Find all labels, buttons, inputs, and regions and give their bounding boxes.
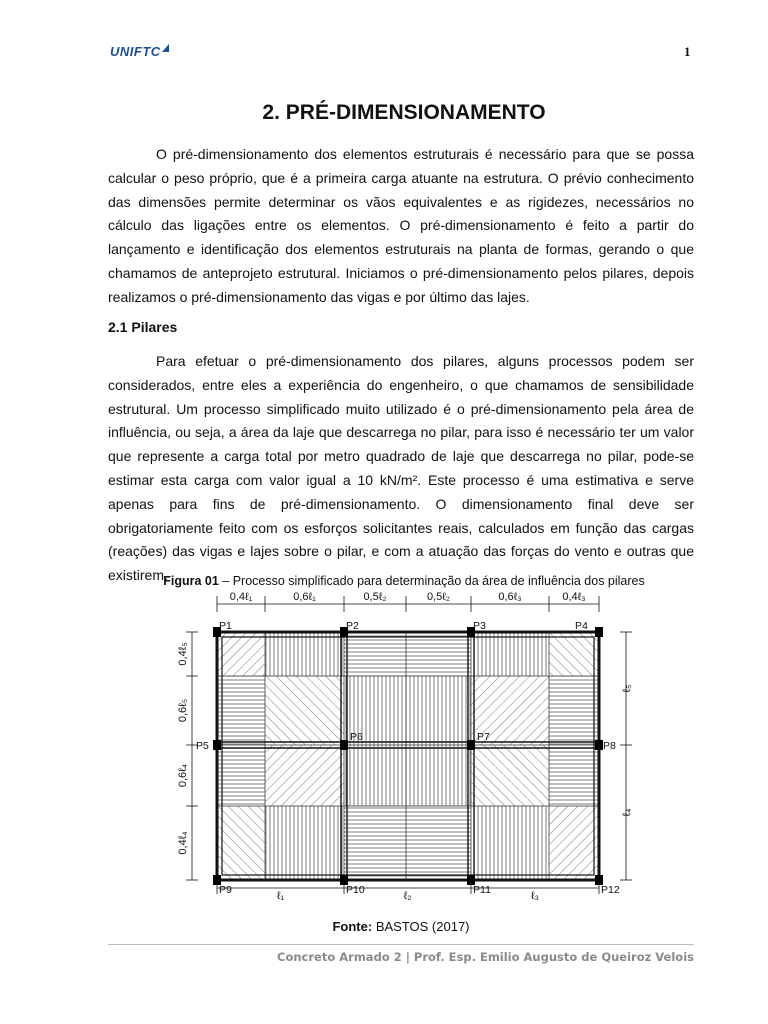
top-dimension-label: 0,4ℓ₁ bbox=[229, 591, 253, 603]
bottom-dimension-label: ℓ₃ bbox=[530, 890, 540, 900]
logo-mark-icon bbox=[162, 44, 169, 52]
influence-cell bbox=[265, 676, 344, 745]
footer-divider bbox=[108, 944, 694, 945]
section-heading: 2.1 Pilares bbox=[108, 319, 178, 335]
influence-cell bbox=[217, 745, 265, 806]
influence-cell bbox=[549, 745, 599, 806]
top-dimension-label: 0,5ℓ₂ bbox=[363, 591, 387, 603]
pillar-marker bbox=[467, 740, 475, 750]
influence-cell bbox=[471, 806, 549, 880]
figure-caption: Figura 01 – Processo simplificado para determinação da área de influência dos pilares bbox=[163, 574, 645, 588]
influence-cell bbox=[471, 745, 549, 806]
influence-cell bbox=[549, 676, 599, 745]
influence-cell bbox=[549, 632, 599, 676]
bottom-dimension-label: ℓ₂ bbox=[403, 890, 412, 900]
influence-cell bbox=[344, 632, 406, 676]
influence-cell bbox=[265, 745, 344, 806]
pillar-label: P2 bbox=[346, 620, 359, 632]
pillar-label: P11 bbox=[473, 884, 491, 896]
influence-cell bbox=[344, 745, 406, 806]
pillar-label: P3 bbox=[473, 620, 486, 632]
right-dimension-label: ℓ₄ bbox=[621, 808, 633, 817]
pillar-marker bbox=[340, 740, 348, 750]
top-dimension-label: 0,6ℓ₃ bbox=[498, 591, 522, 603]
influence-areas bbox=[217, 632, 599, 880]
left-dimension-label: 0,6ℓ₅ bbox=[177, 698, 189, 723]
intro-paragraph: O pré-dimensionamento dos elementos estruturais é necessário para que se possa calcular o peso próprio, que é a primeira carga atuante na estrutura. O prévio conhecimento das dimensões permite determinar os vãos equivalentes e as rigidezes, necessários no cálculo das ligações entre os elementos. O pré-dimensionamento é feito a partir do lançamento e identificação dos elementos estruturais na planta de formas, gerando o que chamamos de anteprojeto estrutural. Iniciamos o pré-dimensionamento pelos pilares, depois realizamos o pré-dimensionamento das vigas e por último das lajes. bbox=[108, 146, 694, 305]
influence-cell bbox=[406, 676, 471, 745]
pillar-label: P4 bbox=[575, 620, 588, 632]
bottom-dimension-label: ℓ₁ bbox=[276, 890, 285, 900]
influence-cell bbox=[549, 806, 599, 880]
pillar-label: P7 bbox=[477, 731, 490, 743]
influence-cell bbox=[406, 745, 471, 806]
page-title: 2. PRÉ-DIMENSIONAMENTO bbox=[262, 101, 546, 124]
figure-diagram bbox=[160, 590, 640, 900]
page-number: 1 bbox=[684, 44, 691, 59]
pillar-label: P6 bbox=[350, 731, 363, 743]
influence-cell bbox=[344, 806, 406, 880]
influence-cell bbox=[406, 806, 471, 880]
top-dimension-label: 0,5ℓ₂ bbox=[426, 591, 451, 603]
pillar-marker bbox=[595, 740, 603, 750]
influence-cell bbox=[217, 806, 265, 880]
pillar-marker bbox=[595, 627, 603, 637]
influence-cell bbox=[265, 806, 344, 880]
left-dimension-label: 0,4ℓ₄ bbox=[177, 831, 189, 855]
left-dimension-label: 0,4ℓ₅ bbox=[177, 642, 189, 666]
figure-source: Fonte: BASTOS (2017) bbox=[332, 919, 470, 934]
logo: UNIFTC bbox=[110, 44, 169, 59]
pillar-marker bbox=[213, 740, 221, 750]
top-dimension-label: 0,6ℓ₁ bbox=[293, 591, 316, 603]
pilares-paragraph: Para efetuar o pré-dimensionamento dos pilares, alguns processos podem ser considerados, entre eles a experiência do engenheiro, o que chamamos de sensibilidade estrutural. Um processo simplificado muito utilizado é o pré-dimensionamento pela área de influência, ou seja, a área da laje que descarrega no pilar, para isso é necessário ter um valor que represente a carga total por metro quadrado de laje que descarrega no pilar, pode-se estimar esta carga com valor igual a 10 kN/m². Este processo é uma estimativa e serve apenas para fins de pré-dimensionamento. O dimensionamento final deve ser obrigatoriamente feito com os esforços solicitantes reais, calculados em função das cargas (reações) das vigas e lajes sobre o pilar, e com a atuação das forças do vento e outras que existirem. bbox=[108, 353, 694, 584]
pillar-label: P12 bbox=[601, 884, 620, 896]
influence-cell bbox=[217, 632, 265, 676]
footer-text: Concreto Armado 2 | Prof. Esp. Emilio Augusto de Queiroz Velois bbox=[277, 950, 694, 964]
pillar-label: P10 bbox=[346, 884, 365, 896]
right-dimension-label: ℓ₅ bbox=[621, 684, 633, 693]
pillar-label: P8 bbox=[603, 740, 616, 752]
left-dimension-label: 0,6ℓ₄ bbox=[177, 763, 189, 788]
influence-cell bbox=[265, 632, 344, 676]
influence-cell bbox=[406, 632, 471, 676]
pillar-label: P9 bbox=[219, 884, 232, 896]
pillar-label: P5 bbox=[196, 740, 209, 752]
influence-cell bbox=[471, 632, 549, 676]
influence-cell bbox=[217, 676, 265, 745]
pillar-label: P1 bbox=[219, 620, 232, 632]
top-dimension-label: 0,4ℓ₃ bbox=[562, 591, 586, 603]
